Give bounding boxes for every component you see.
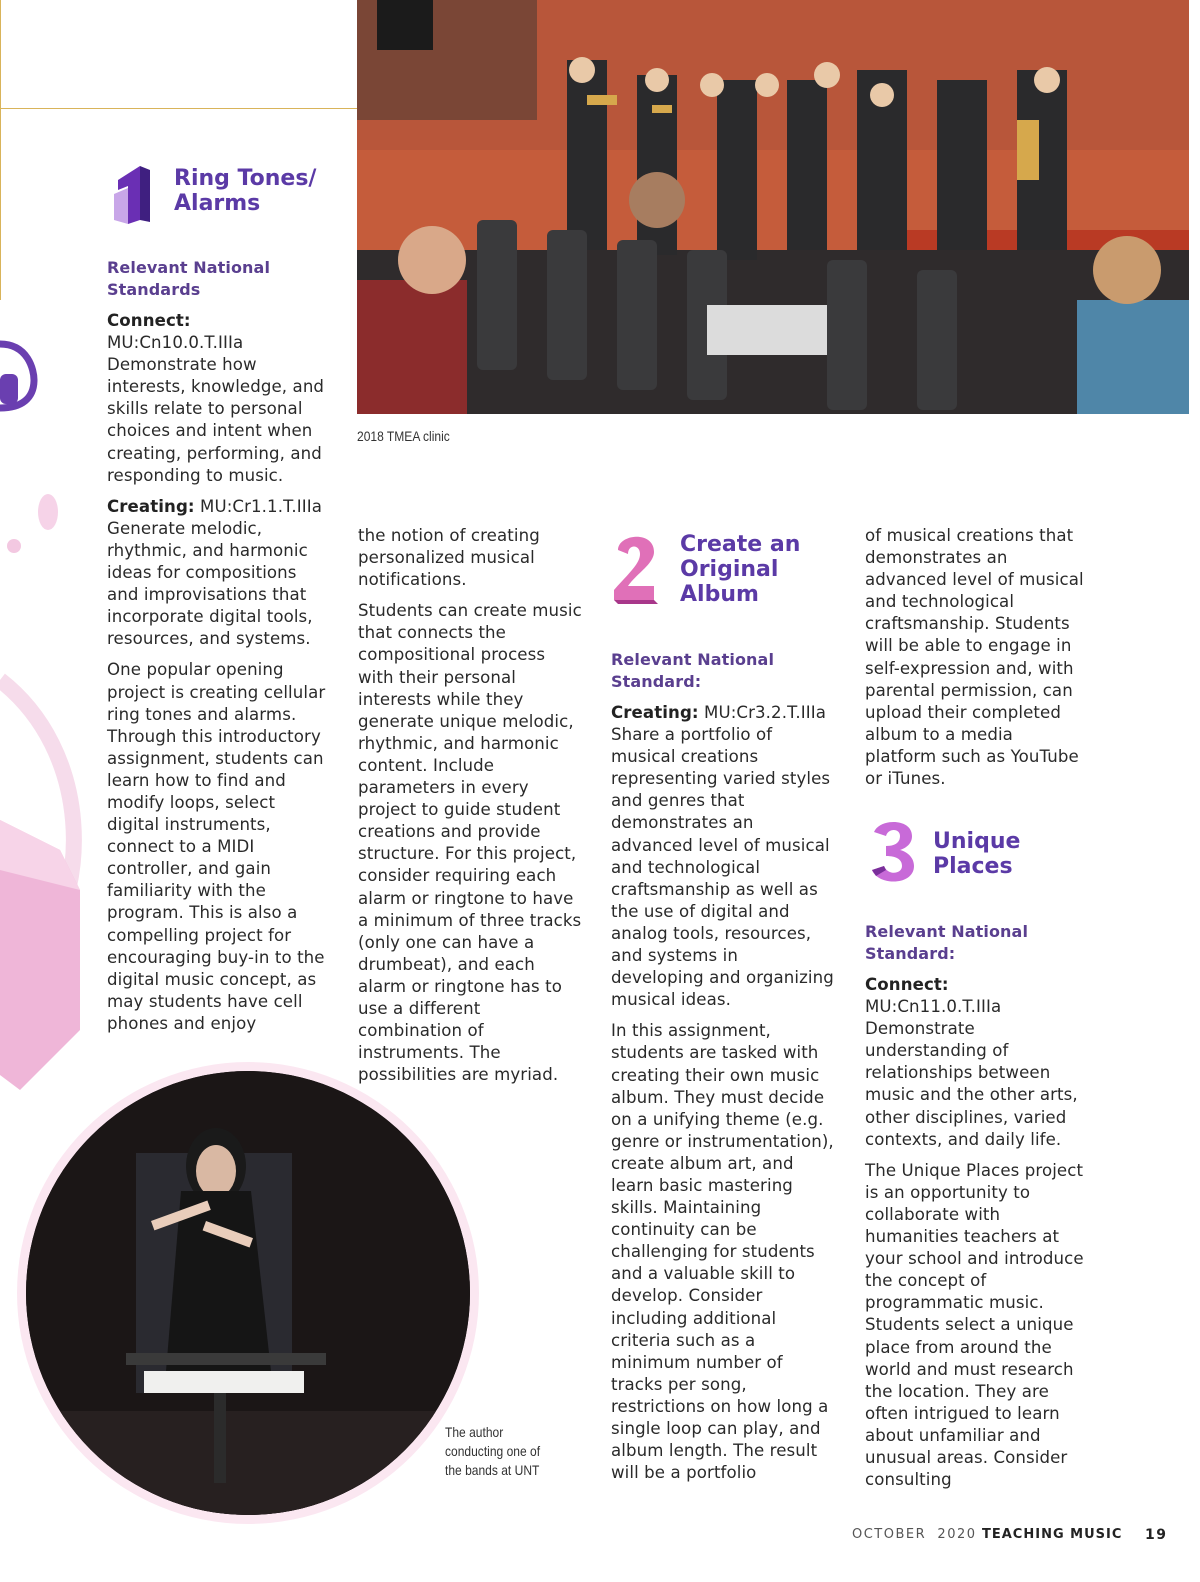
standards-label-line-1: Relevant National: [107, 258, 271, 277]
tmea-clinic-photo: [357, 0, 1189, 414]
connect-text: MU:Cn10.0.T.IIIa Demonstrate how interests, knowledge, and skills relate to personal choices and intent when creating, performing, and responding to music.: [107, 333, 325, 485]
page-number: 19: [1145, 1527, 1168, 1543]
connect-label: Connect:: [107, 311, 191, 330]
conductor-photo: [17, 1062, 479, 1524]
standards-label-line-1: Relevant National: [865, 922, 1029, 941]
standards-label-line-2: Standard:: [865, 944, 956, 963]
tmea-clinic-caption: 2018 TMEA clinic: [357, 428, 450, 444]
section-3-title: [933, 829, 1020, 879]
column-1: [107, 257, 332, 1044]
section-1-title-line-1: Ring Tones/: [174, 166, 317, 191]
band-scene-illustration: [357, 0, 1189, 414]
column-2: [358, 525, 582, 1095]
section-3-title-line-1: Unique: [933, 829, 1021, 854]
section-1-body-c: Students can create music that connects the compositional process with their personal interests while they generate unique melodic, rhythmic, and harmonic content. Include parameters in every project to guide student creations and provide structure. For this project, consider requiring each alarm or ringtone to have a minimum of three tracks (only one can have a drumbeat), and each alarm or ringtone has to use a different combination of instruments. The possibilities are myriad.: [358, 601, 582, 1085]
section-1-connect-standard: [107, 310, 332, 487]
gold-frame-vertical: [0, 0, 1, 300]
footer-magazine: TEACHING MUSIC: [982, 1527, 1123, 1542]
number-3-badge: [866, 816, 920, 886]
conductor-caption-line-3: the bands at UNT: [445, 1462, 540, 1478]
section-1-title-line-2: Alarms: [174, 191, 261, 216]
standards-label-line-2: Standards: [107, 280, 201, 299]
section-1-creating-standard: [107, 496, 332, 651]
standards-label-line-2: Standard:: [611, 672, 702, 691]
gold-frame-line: [0, 108, 357, 109]
conductor-scene-illustration: [26, 1071, 470, 1515]
section-1-body-b: the notion of creating personalized musical notifications.: [358, 526, 540, 590]
connect-text: MU:Cn11.0.T.IIIa Demonstrate understanding of relationships between music and the other arts, other disciplines, varied contexts, and daily life.: [865, 997, 1078, 1149]
section-1-title: [174, 166, 316, 216]
conductor-caption: [445, 1423, 574, 1480]
conductor-caption-line-2: conducting one of: [445, 1443, 541, 1459]
creating-label: Creating:: [107, 496, 195, 516]
section-1-body-a: One popular opening project is creating cellular ring tones and alarms. Through this introductory assignment, students can learn how to find and modify loops, select digital instruments, connect to a MIDI controller, and gain familiarity with the program. This is also a compelling project for encouraging buy-in to the digital music concept, as may students have cell phones and enjoy: [107, 660, 326, 1033]
section-3-body-a: The Unique Places project is an opportunity to collaborate with humanities teachers at your school and introduce the concept of programmatic music. Students select a unique place from around the world and must research the location. They are often intrigued to learn about unfamiliar and unusual areas. Consider consulting: [865, 1160, 1084, 1490]
section-2-body-b: of musical creations that demonstrates an advanced level of musical and technological craftsmanship. Students will be able to engage in self-expression and, with parental permission, can upload their completed album to a media platform such as YouTube or iTunes.: [865, 526, 1084, 789]
connect-label: Connect:: [865, 975, 949, 994]
creating-text: MU:Cr1.1.T.IIIa Generate melodic, rhythmic, and harmonic ideas for compositions and improvisations that incorporate digital tools, resources, and systems.: [107, 496, 322, 649]
dot-decoration: [7, 539, 21, 553]
section-2-title-line-1: Create an: [680, 532, 801, 557]
bubble-decoration: [38, 494, 58, 530]
creating-label: Creating:: [611, 703, 699, 722]
standards-label-line-1: Relevant National: [611, 650, 775, 669]
section-3-title-line-2: Places: [933, 854, 1013, 879]
section-1-standards-label: [107, 257, 332, 301]
footer-year: 2020: [937, 1527, 977, 1542]
footer-date: [852, 1527, 977, 1542]
conductor-caption-line-1: The author: [445, 1424, 504, 1440]
column-4: [865, 525, 1089, 799]
decorative-shapes: [0, 330, 105, 1110]
creating-text: MU:Cr3.2.T.IIIa Share a portfolio of musical creations representing varied styles and genres that demonstrates an advanced level of musical and technological craftsmanship as well as the use of digital and analog tools, resources, and systems in developing and organizing musical ideas.: [611, 703, 834, 1010]
headphones-icon: [0, 340, 40, 412]
section-3-standards-label: [865, 921, 1089, 965]
section-2-title-line-2: Original: [680, 557, 779, 582]
column-4-section-3: [865, 921, 1089, 1500]
footer-month: OCTOBER: [852, 1527, 927, 1542]
section-3-connect-standard: [865, 974, 1089, 1151]
section-2-title: [680, 532, 800, 607]
section-2-creating-standard: [611, 702, 835, 1011]
number-2-badge: [610, 530, 660, 604]
section-2-title-line-3: Album: [680, 582, 759, 607]
section-2-standards-label: [611, 649, 835, 693]
section-2-body-a: In this assignment, students are tasked with creating their own music album. They must decide on a unifying theme (e.g. genre or instrumentation), create album art, and learn basic mastering skills. Maintaining continuity can be challenging for students and a valuable skill to develop. Consider including additional criteria such as a minimum number of tracks per song, restrictions on how long a single loop can play, and album length. The result will be a portfolio: [611, 1021, 834, 1483]
column-3: [611, 649, 835, 1493]
number-1-badge: [110, 160, 156, 226]
